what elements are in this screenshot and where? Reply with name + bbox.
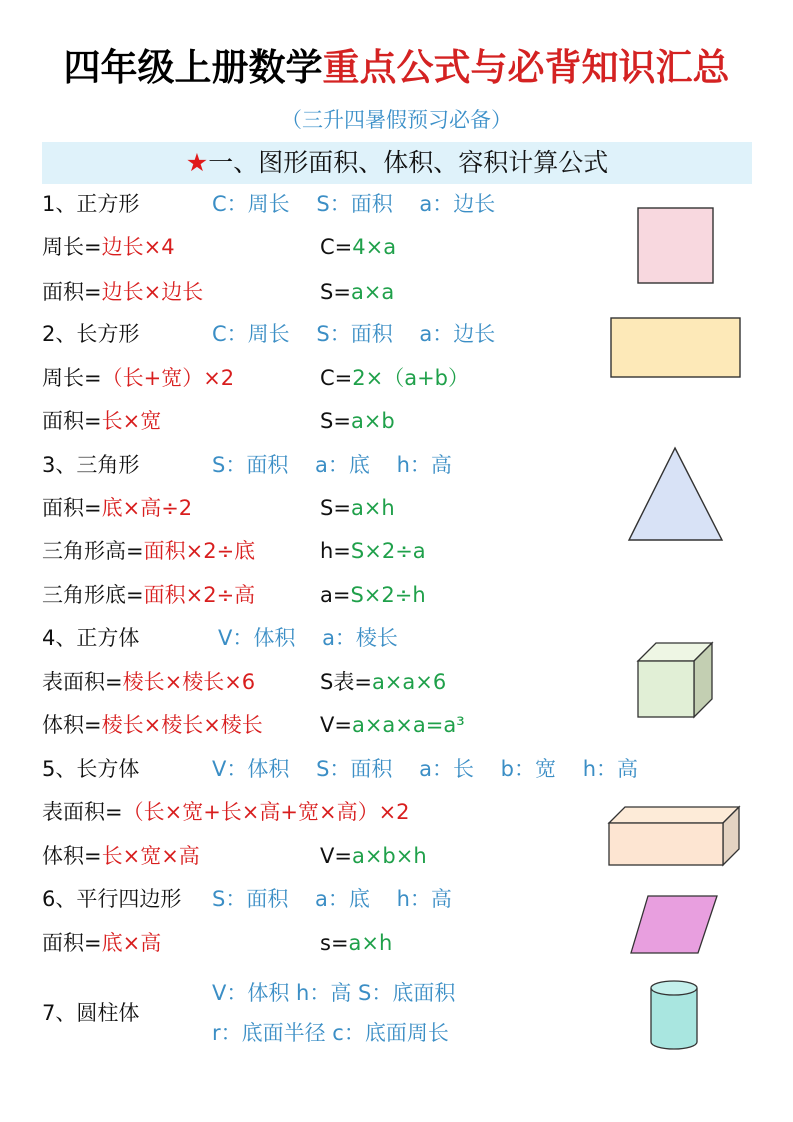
formula-row: 三角形底=面积×2÷高 a=S×2÷h (42, 583, 426, 607)
formula-row: 面积=边长×边长 S=a×a (42, 280, 395, 304)
page-subtitle: （三升四暑假预习必备） (281, 108, 512, 132)
formula-row: 体积=长×宽×高 V=a×b×h (42, 844, 427, 868)
formula-row: 面积=底×高÷2 S=a×h (42, 496, 395, 520)
formula-row: 周长=边长×4 C=4×a (42, 235, 397, 259)
item-cylinder-title: 7、圆柱体 (42, 1001, 140, 1025)
triangle-shape (626, 445, 726, 543)
formula-row: 面积=长×宽 S=a×b (42, 409, 395, 433)
page-title: 四年级上册数学重点公式与必背知识汇总 (63, 46, 730, 89)
formula-row: 表面积=棱长×棱长×6 S表=a×a×6 (42, 670, 447, 694)
item-legend: r：底面半径 c：底面周长 (212, 1021, 449, 1045)
item-rectangle-title: 2、长方形 C：周长 S：面积 a：边长 (42, 319, 139, 349)
square-shape (636, 206, 716, 286)
item-legend: C：周长 S：面积 a：边长 (212, 322, 496, 346)
cylinder-shape (648, 978, 700, 1052)
item-legend: V：体积 a：棱长 (218, 626, 398, 650)
parallelogram-shape (628, 894, 720, 956)
item-legend: C：周长 S：面积 a：边长 (212, 192, 496, 216)
formula-row: 三角形高=面积×2÷底 h=S×2÷a (42, 539, 426, 563)
item-triangle-title: 3、三角形 S：面积 a：底 h：高 (42, 450, 139, 480)
formula-row: 表面积=（长×宽+长×高+宽×高）×2 (42, 800, 410, 824)
item-square-title: 1、正方形 C：周长 S：面积 a：边长 (42, 189, 139, 219)
item-cube-title: 4、正方体 V：体积 a：棱长 (42, 623, 139, 653)
item-legend: S：面积 a：底 h：高 (212, 887, 452, 911)
section-heading: ★一、图形面积、体积、容积计算公式 (42, 142, 752, 184)
formula-row: 周长=（长+宽）×2 C=2×（a+b） (42, 366, 470, 390)
cuboid-shape (607, 805, 743, 869)
star-icon: ★ (185, 148, 209, 177)
formula-row: 体积=棱长×棱长×棱长 V=a×a×a=a³ (42, 713, 465, 737)
item-legend: V：体积 S：面积 a：长 b：宽 h：高 (212, 757, 639, 781)
formula-row: 面积=底×高 s=a×h (42, 931, 393, 955)
item-parallelogram-title: 6、平行四边形 S：面积 a：底 h：高 (42, 884, 181, 914)
item-legend: S：面积 a：底 h：高 (212, 453, 452, 477)
item-cuboid-title: 5、长方体 V：体积 S：面积 a：长 b：宽 h：高 (42, 754, 139, 784)
cube-shape (636, 641, 716, 721)
item-legend: V：体积 h：高 S：底面积 (212, 981, 456, 1005)
rectangle-shape (609, 316, 743, 380)
